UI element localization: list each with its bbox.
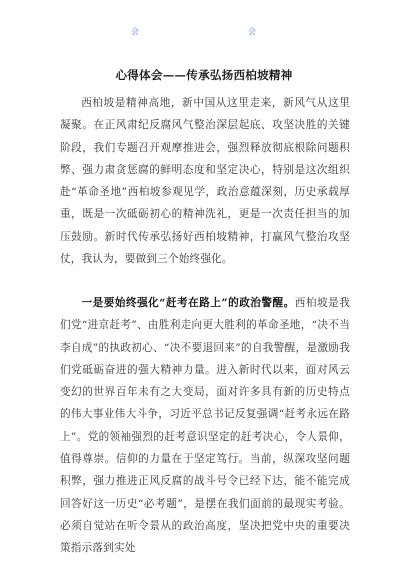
paragraph-intro: 西柏坡是精神高地，新中国从这里走来，新风气从这里凝聚。在正风肃纪反腐风气整治深层起底、攻坚决胜的关键阶段，我们专题召开观摩推进会，强烈释放彻底根除问题积弊、强力肃贪惩腐的鲜明态度和坚定决心，特别是这次组织赴“革命圣地”西柏坡参观见学，政治意蕴深刻，历史承载厚重，既是一次砥砺初心的精神洗礼，更是一次责任担当的加压鼓励。新时代传承弘扬好西柏坡精神，打赢风气整治攻坚仗，我认为，要做到三个始终强化。 [60, 97, 350, 266]
header-marks [0, 26, 408, 40]
header-mark-left: 会 [131, 27, 139, 36]
point-one-body: 西柏坡是我们党“进京赶考”、由胜利走向更大胜利的革命圣地，“决不当李自成”的执政初心、“决不要退回来”的自我警醒，是激励我们党砥砺奋进的强大精神力量。进入新时代以来，面对风云变幻的世界百年未有之大变局，面对许多具有新的历史特点的伟大事业伟大斗争，习近平总书记反复强调“赶考永远在路上”。党的领袖强烈的赶考意识坚定的赶考决心，令人景仰，值得尊崇。信仰的力量在于坚定笃行。当前，纵深攻坚问题积弊，强力推进正风反腐的战斗号令已经下达，能不能完成回答好这一历史“必考题”，是摆在我们面前的最现实考验。必须自觉站在听令景从的政治高度，坚决把党中央的重要决策指示落到实处 [60, 297, 351, 555]
header-mark-right: 会 [248, 27, 256, 36]
paragraph-point-one [60, 292, 350, 560]
document-title: 心得体会——传承弘扬西柏坡精神 [115, 68, 293, 82]
point-one-heading: 一是要始终强化“赶考在路上”的政治警醒。 [81, 297, 295, 309]
